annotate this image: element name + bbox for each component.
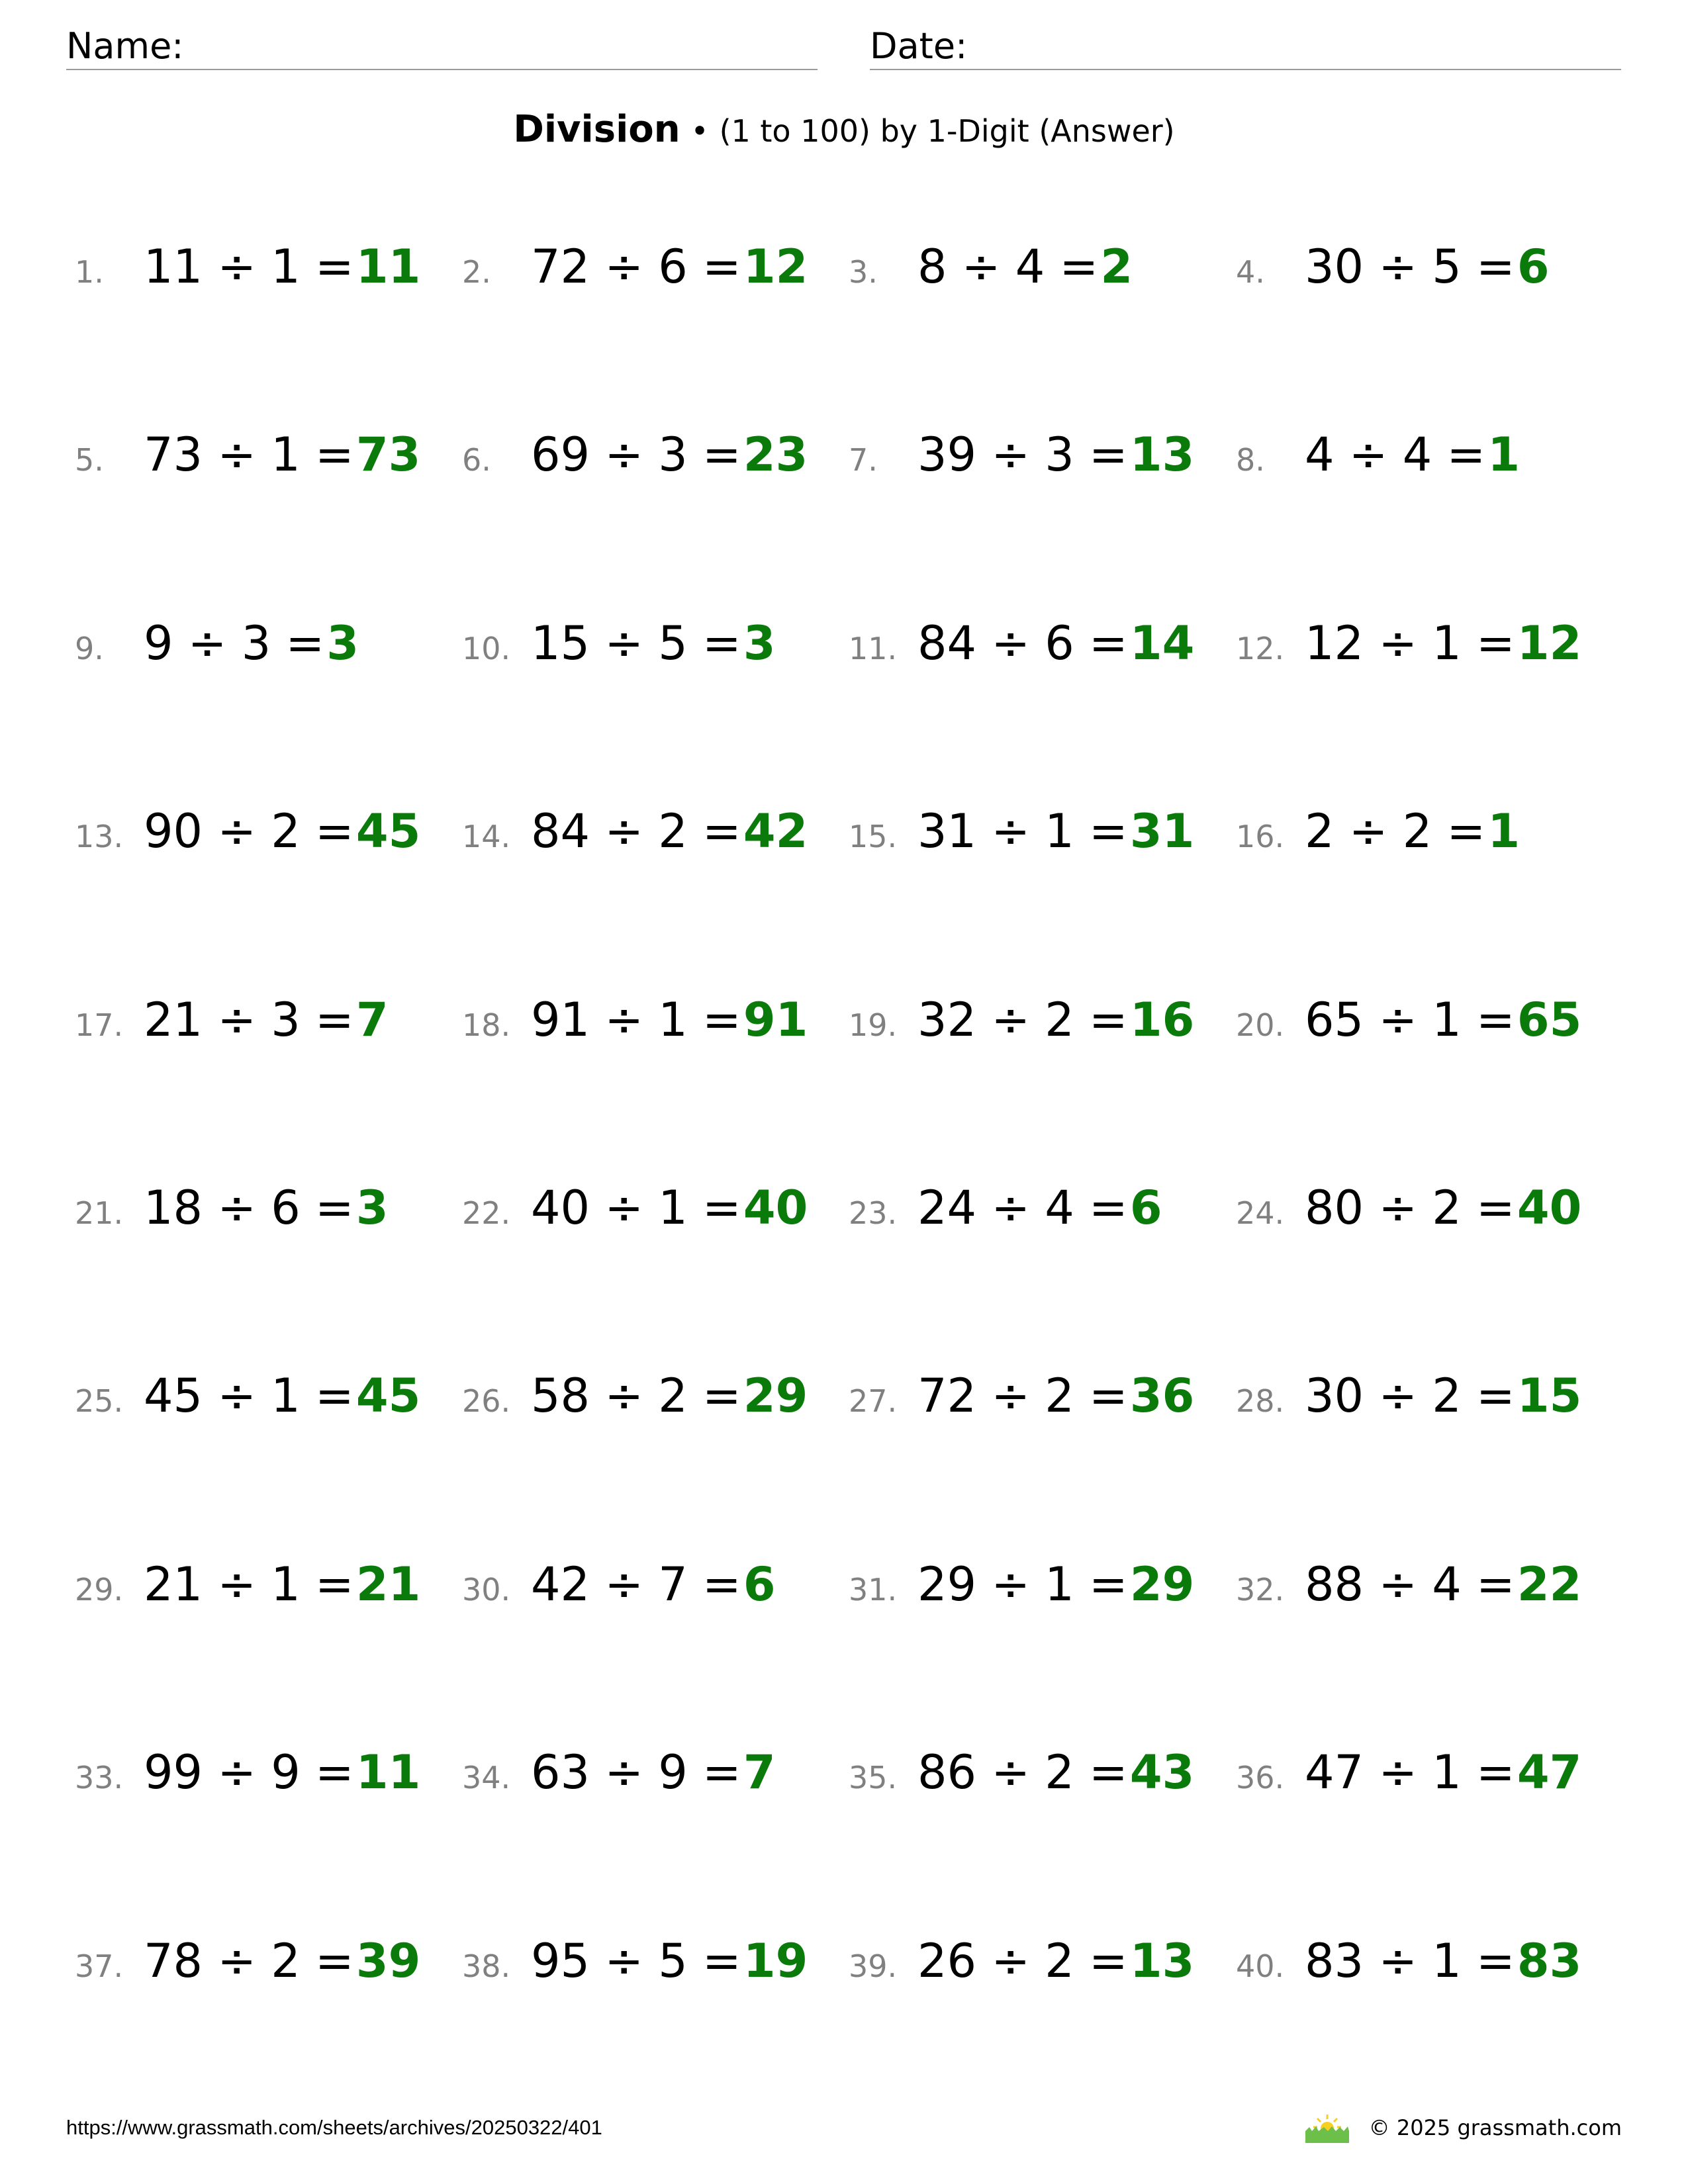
problem-item bbox=[462, 1733, 776, 1812]
problem-expression: 2 ÷ 2 = bbox=[1305, 804, 1486, 858]
problem-expression: 30 ÷ 5 = bbox=[1305, 240, 1515, 294]
problem-item bbox=[849, 792, 1194, 871]
problem-number: 9. bbox=[75, 631, 104, 666]
problem-answer: 6 bbox=[1129, 1181, 1162, 1235]
problem-answer: 39 bbox=[355, 1934, 421, 1988]
problem-answer: 7 bbox=[355, 993, 389, 1047]
problem-number: 20. bbox=[1236, 1007, 1285, 1043]
problem-expression: 65 ÷ 1 = bbox=[1305, 993, 1515, 1047]
problem-number: 12. bbox=[1236, 631, 1285, 666]
problem-expression: 11 ÷ 1 = bbox=[144, 240, 354, 294]
problem-number: 35. bbox=[849, 1760, 898, 1796]
problem-number: 24. bbox=[1236, 1195, 1285, 1231]
problem-answer: 3 bbox=[355, 1181, 389, 1235]
problem-item bbox=[462, 980, 808, 1060]
problem-expression: 72 ÷ 6 = bbox=[531, 240, 741, 294]
problem-expression: 40 ÷ 1 = bbox=[531, 1181, 741, 1235]
problem-row bbox=[0, 792, 1688, 871]
problem-item bbox=[75, 980, 389, 1060]
problem-item bbox=[1236, 415, 1520, 494]
problem-number: 38. bbox=[462, 1948, 511, 1984]
problem-number: 18. bbox=[462, 1007, 511, 1043]
problem-answer: 13 bbox=[1129, 1934, 1195, 1988]
problem-item bbox=[75, 1545, 420, 1624]
problem-expression: 42 ÷ 7 = bbox=[531, 1557, 741, 1612]
problem-expression: 84 ÷ 6 = bbox=[917, 616, 1128, 670]
problem-expression: 73 ÷ 1 = bbox=[144, 428, 354, 482]
problem-expression: 45 ÷ 1 = bbox=[144, 1369, 354, 1423]
problem-number: 32. bbox=[1236, 1572, 1285, 1608]
problem-number: 14. bbox=[462, 819, 511, 854]
problem-item bbox=[75, 1921, 420, 2001]
problem-expression: 88 ÷ 4 = bbox=[1305, 1557, 1515, 1612]
problem-expression: 72 ÷ 2 = bbox=[917, 1369, 1128, 1423]
problem-expression: 31 ÷ 1 = bbox=[917, 804, 1128, 858]
problem-answer: 16 bbox=[1129, 993, 1195, 1047]
problem-answer: 13 bbox=[1129, 428, 1195, 482]
footer-url[interactable]: https://www.grassmath.com/sheets/archives/20250322/401 bbox=[66, 2116, 602, 2139]
problem-item bbox=[849, 980, 1194, 1060]
problem-expression: 30 ÷ 2 = bbox=[1305, 1369, 1515, 1423]
problem-expression: 18 ÷ 6 = bbox=[144, 1181, 354, 1235]
problem-expression: 29 ÷ 1 = bbox=[917, 1557, 1128, 1612]
problem-answer: 22 bbox=[1517, 1557, 1582, 1612]
problem-expression: 9 ÷ 3 = bbox=[144, 616, 325, 670]
problem-item bbox=[1236, 792, 1520, 871]
name-label: Name: bbox=[66, 25, 184, 67]
problem-number: 28. bbox=[1236, 1383, 1285, 1419]
problem-number: 22. bbox=[462, 1195, 511, 1231]
problem-expression: 84 ÷ 2 = bbox=[531, 804, 741, 858]
problem-answer: 47 bbox=[1517, 1745, 1582, 1799]
problem-item bbox=[462, 415, 808, 494]
problem-answer: 19 bbox=[743, 1934, 808, 1988]
problem-expression: 26 ÷ 2 = bbox=[917, 1934, 1128, 1988]
problem-answer: 40 bbox=[743, 1181, 808, 1235]
problem-row bbox=[0, 980, 1688, 1060]
problem-item bbox=[849, 227, 1133, 306]
problem-number: 21. bbox=[75, 1195, 124, 1231]
problem-item bbox=[75, 604, 359, 683]
problem-item bbox=[462, 604, 776, 683]
problem-item bbox=[849, 1733, 1194, 1812]
problem-expression: 15 ÷ 5 = bbox=[531, 616, 741, 670]
problem-number: 6. bbox=[462, 442, 491, 478]
problem-number: 15. bbox=[849, 819, 898, 854]
problem-answer: 14 bbox=[1129, 616, 1195, 670]
problem-answer: 7 bbox=[743, 1745, 776, 1799]
problem-item bbox=[462, 1168, 808, 1248]
problem-item bbox=[462, 1356, 808, 1435]
problem-row bbox=[0, 1356, 1688, 1435]
problem-number: 2. bbox=[462, 254, 491, 290]
problem-number: 11. bbox=[849, 631, 898, 666]
problem-item bbox=[1236, 1733, 1581, 1812]
problem-expression: 32 ÷ 2 = bbox=[917, 993, 1128, 1047]
problem-answer: 21 bbox=[355, 1557, 421, 1612]
problem-number: 33. bbox=[75, 1760, 124, 1796]
sun-over-grass-icon bbox=[1305, 2113, 1349, 2143]
problem-item bbox=[75, 792, 420, 871]
problem-answer: 2 bbox=[1100, 240, 1133, 294]
problem-item bbox=[462, 1545, 776, 1624]
problem-number: 4. bbox=[1236, 254, 1265, 290]
problem-number: 31. bbox=[849, 1572, 898, 1608]
problem-number: 5. bbox=[75, 442, 104, 478]
problem-expression: 47 ÷ 1 = bbox=[1305, 1745, 1515, 1799]
problem-row bbox=[0, 1921, 1688, 2001]
problem-grid bbox=[0, 227, 1688, 2113]
problem-row bbox=[0, 415, 1688, 494]
problem-expression: 99 ÷ 9 = bbox=[144, 1745, 354, 1799]
footer-copyright-block bbox=[1305, 2111, 1622, 2144]
problem-number: 3. bbox=[849, 254, 878, 290]
title-bullet: • bbox=[690, 113, 709, 149]
problem-item bbox=[849, 415, 1194, 494]
problem-item bbox=[1236, 1356, 1581, 1435]
problem-number: 10. bbox=[462, 631, 511, 666]
problem-number: 7. bbox=[849, 442, 878, 478]
problem-expression: 4 ÷ 4 = bbox=[1305, 428, 1486, 482]
problem-answer: 6 bbox=[743, 1557, 776, 1612]
problem-answer: 83 bbox=[1517, 1934, 1582, 1988]
problem-expression: 24 ÷ 4 = bbox=[917, 1181, 1128, 1235]
problem-answer: 3 bbox=[743, 616, 776, 670]
problem-number: 26. bbox=[462, 1383, 511, 1419]
problem-number: 36. bbox=[1236, 1760, 1285, 1796]
problem-row bbox=[0, 604, 1688, 683]
problem-answer: 3 bbox=[326, 616, 359, 670]
problem-number: 1. bbox=[75, 254, 104, 290]
worksheet-title bbox=[0, 103, 1688, 158]
problem-answer: 11 bbox=[355, 240, 421, 294]
problem-item bbox=[1236, 1921, 1581, 2001]
problem-expression: 86 ÷ 2 = bbox=[917, 1745, 1128, 1799]
problem-item bbox=[1236, 1545, 1581, 1624]
problem-answer: 23 bbox=[743, 428, 808, 482]
problem-answer: 12 bbox=[1517, 616, 1582, 670]
problem-number: 27. bbox=[849, 1383, 898, 1419]
problem-row bbox=[0, 1733, 1688, 1812]
problem-answer: 73 bbox=[355, 428, 421, 482]
problem-expression: 12 ÷ 1 = bbox=[1305, 616, 1515, 670]
problem-expression: 80 ÷ 2 = bbox=[1305, 1181, 1515, 1235]
problem-item bbox=[75, 415, 420, 494]
problem-item bbox=[1236, 604, 1581, 683]
problem-answer: 6 bbox=[1517, 240, 1550, 294]
problem-expression: 95 ÷ 5 = bbox=[531, 1934, 741, 1988]
problem-number: 34. bbox=[462, 1760, 511, 1796]
problem-number: 30. bbox=[462, 1572, 511, 1608]
problem-number: 37. bbox=[75, 1948, 124, 1984]
problem-item bbox=[1236, 980, 1581, 1060]
problem-number: 13. bbox=[75, 819, 124, 854]
problem-answer: 29 bbox=[1129, 1557, 1195, 1612]
problem-item bbox=[462, 1921, 808, 2001]
problem-number: 29. bbox=[75, 1572, 124, 1608]
problem-answer: 31 bbox=[1129, 804, 1195, 858]
problem-row bbox=[0, 1545, 1688, 1624]
title-subtitle: (1 to 100) by 1-Digit (Answer) bbox=[719, 113, 1175, 149]
problem-answer: 65 bbox=[1517, 993, 1582, 1047]
problem-answer: 1 bbox=[1487, 428, 1521, 482]
problem-answer: 45 bbox=[355, 804, 421, 858]
problem-number: 19. bbox=[849, 1007, 898, 1043]
problem-answer: 40 bbox=[1517, 1181, 1582, 1235]
problem-number: 39. bbox=[849, 1948, 898, 1984]
problem-expression: 69 ÷ 3 = bbox=[531, 428, 741, 482]
footer-copyright: © 2025 grassmath.com bbox=[1368, 2115, 1622, 2140]
problem-expression: 58 ÷ 2 = bbox=[531, 1369, 741, 1423]
problem-number: 25. bbox=[75, 1383, 124, 1419]
problem-expression: 39 ÷ 3 = bbox=[917, 428, 1128, 482]
problem-item bbox=[1236, 1168, 1581, 1248]
problem-answer: 42 bbox=[743, 804, 808, 858]
problem-item bbox=[849, 604, 1194, 683]
problem-item bbox=[75, 1733, 420, 1812]
problem-answer: 11 bbox=[355, 1745, 421, 1799]
problem-answer: 1 bbox=[1487, 804, 1521, 858]
problem-expression: 83 ÷ 1 = bbox=[1305, 1934, 1515, 1988]
problem-number: 40. bbox=[1236, 1948, 1285, 1984]
problem-item bbox=[462, 792, 808, 871]
problem-expression: 21 ÷ 1 = bbox=[144, 1557, 354, 1612]
problem-row bbox=[0, 227, 1688, 306]
problem-number: 17. bbox=[75, 1007, 124, 1043]
problem-item bbox=[462, 227, 808, 306]
problem-item bbox=[849, 1545, 1194, 1624]
problem-number: 16. bbox=[1236, 819, 1285, 854]
problem-expression: 8 ÷ 4 = bbox=[917, 240, 1099, 294]
problem-number: 23. bbox=[849, 1195, 898, 1231]
name-field[interactable] bbox=[66, 24, 818, 70]
date-label: Date: bbox=[870, 25, 968, 67]
problem-answer: 12 bbox=[743, 240, 808, 294]
problem-item bbox=[1236, 227, 1550, 306]
problem-item bbox=[849, 1921, 1194, 2001]
problem-item bbox=[849, 1168, 1162, 1248]
problem-expression: 63 ÷ 9 = bbox=[531, 1745, 741, 1799]
problem-row bbox=[0, 1168, 1688, 1248]
problem-answer: 45 bbox=[355, 1369, 421, 1423]
problem-item bbox=[75, 1356, 420, 1435]
problem-answer: 43 bbox=[1129, 1745, 1195, 1799]
problem-number: 8. bbox=[1236, 442, 1265, 478]
problem-answer: 36 bbox=[1129, 1369, 1195, 1423]
date-field[interactable] bbox=[870, 24, 1621, 70]
problem-item bbox=[75, 227, 420, 306]
problem-expression: 90 ÷ 2 = bbox=[144, 804, 354, 858]
problem-expression: 21 ÷ 3 = bbox=[144, 993, 354, 1047]
problem-item bbox=[75, 1168, 389, 1248]
problem-answer: 91 bbox=[743, 993, 808, 1047]
problem-expression: 91 ÷ 1 = bbox=[531, 993, 741, 1047]
problem-expression: 78 ÷ 2 = bbox=[144, 1934, 354, 1988]
problem-item bbox=[849, 1356, 1194, 1435]
problem-answer: 29 bbox=[743, 1369, 808, 1423]
title-main: Division bbox=[513, 108, 680, 151]
problem-answer: 15 bbox=[1517, 1369, 1582, 1423]
